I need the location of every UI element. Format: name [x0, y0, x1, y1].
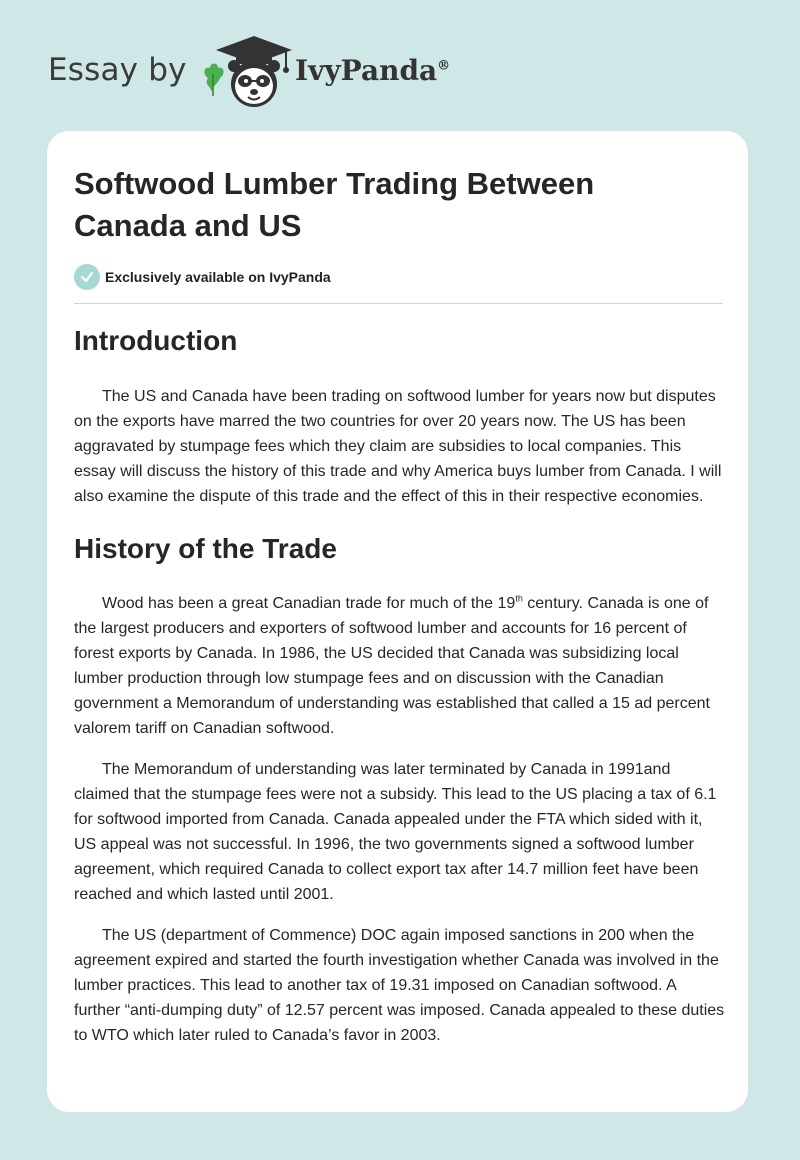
paragraph: The US (department of Commence) DOC again imposed sanctions in 200 when the agreement expired and started the fourth investigation whether Canada was involved in the lumber practices. This lead to another tax of 19.31 imposed on Canadian softwood. A further “anti-dumping duty” of 12.57 percent was imposed. Canada appealed to these duties to WTO which later ruled to Canada’s favor in 2003.	[74, 927, 725, 1044]
paragraph: Wood has been a great Canadian trade for much of the 19th century. Canada is one of the largest producers and exporters of softwood lumber and accounts for 16 percent of forest exports by Canada. In 1986, the US decided that Canada was subsidizing local lumber production through low stumpage fees and on discussion with the Canadian government a Memorandum of understanding was established that called a 15 ad percent valorem tariff on Canadian softwood.	[74, 593, 710, 737]
paragraph: The US and Canada have been trading on softwood lumber for years now but disputes on the exports have marred the two countries for over 20 years now. The US has been aggravated by stumpage fees which they claim are subsidies to local companies. This essay will discuss the history of this trade and why America buys lumber from Canada. I will also examine the dispute of this trade and the effect of this in their respective economies.	[74, 388, 722, 505]
section-heading-introduction: Introduction	[74, 325, 238, 356]
badge-label: Exclusively available on IvyPanda	[105, 269, 331, 285]
panda-graduate-icon[interactable]	[200, 34, 296, 110]
essay-body	[74, 321, 726, 1048]
site-header	[48, 34, 508, 112]
divider	[74, 303, 723, 304]
essay-by-label: Essay by	[48, 52, 187, 88]
essay-card	[47, 131, 748, 1112]
brand-name[interactable]: IvyPanda®	[295, 54, 451, 87]
section-heading-history: History of the Trade	[74, 533, 337, 564]
ivy-leaf-icon	[204, 64, 223, 97]
paragraph: The Memorandum of understanding was later terminated by Canada in 1991and claimed that the stumpage fees were not a subsidy. This lead to the US placing a tax of 6.1 for softwood imported from Canada. Canada appealed under the FTA which sided with it, US appeal was not successful. In 1996, the two governments signed a softwood lumber agreement, which required Canada to collect export tax after 14.7 million feet have been reached and which lasted until 2001.	[74, 761, 717, 903]
check-icon	[74, 264, 100, 290]
essay-title: Softwood Lumber Trading Between Canada and US	[74, 166, 595, 243]
exclusive-badge	[74, 263, 331, 291]
